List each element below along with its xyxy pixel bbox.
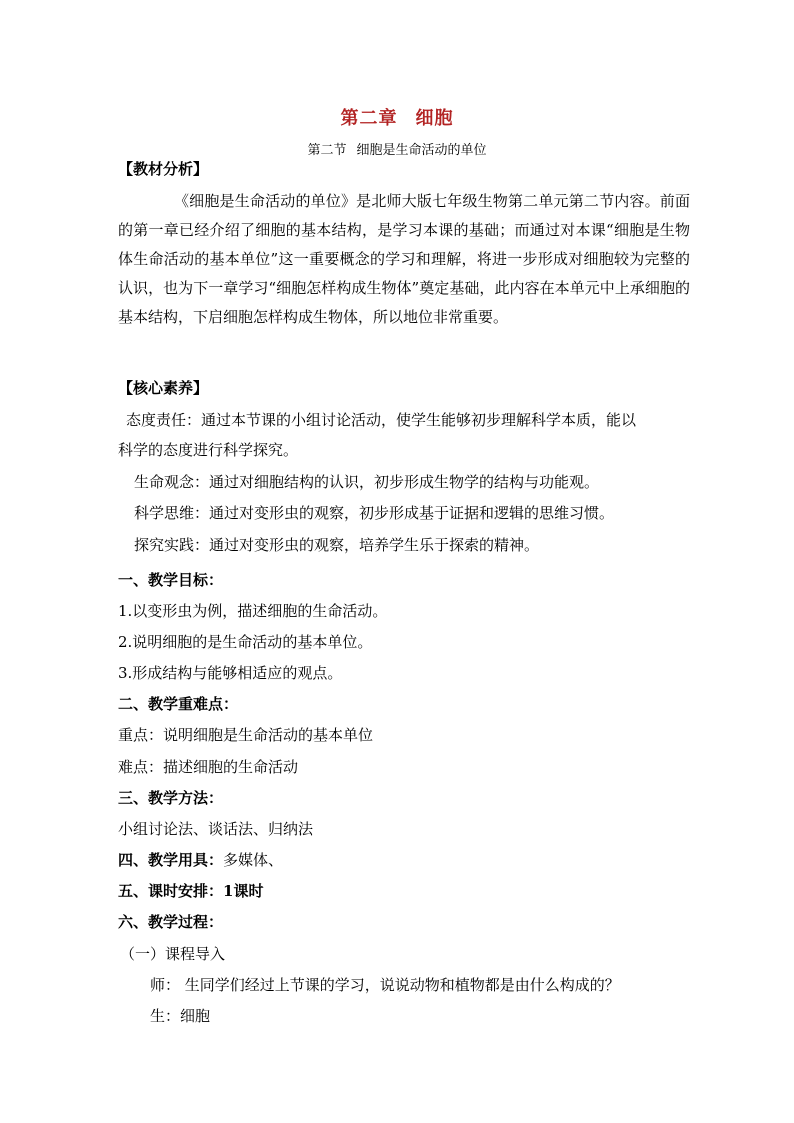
key-points-heading: 二、教学重难点：: [118, 695, 239, 713]
objective-item: 1.以变形虫为例，描述细胞的生命活动。: [118, 602, 388, 620]
life-view-line: 生命观念：通过对细胞结构的认识，初步形成生物学的结构与功能观。: [134, 473, 600, 491]
tools-heading: 四、教学用具：: [118, 851, 224, 869]
attitude-line-1: 态度责任：通过本节课的小组讨论活动，使学生能够初步理解科学本质，能以: [126, 411, 637, 429]
schedule-body: 1课时: [223, 882, 264, 900]
textbook-analysis-body: 《细胞是生命活动的单位》是北师大版七年级生物第二单元第二节内容。前面的第一章已经介绍了细胞的基本结构，是学习本课的基础；而通过对本课“细胞是生物体生命活动的基本单位”这一重要概念的学习和理解，将进一步形成对细胞较为完整的认识，也为下一章学习“细胞怎样构成生物体”奠定基础，此内容在本单元中上承细胞的基本结构，下启细胞怎样构成生物体，所以地位非常重要。: [118, 192, 690, 326]
objective-item: 3.形成结构与能够相适应的观点。: [118, 664, 343, 682]
methods-body: 小组讨论法、谈话法、归纳法: [118, 820, 314, 838]
tools-line: [118, 850, 283, 870]
scientific-thinking-line: 科学思维：通过对变形虫的观察，初步形成基于证据和逻辑的思维习惯。: [134, 504, 615, 522]
section-name: 细胞是生命活动的单位: [356, 143, 487, 158]
core-literacy-heading: 【核心素养】: [118, 379, 209, 397]
attitude-line-2: 科学的态度进行科学探究。: [118, 441, 299, 459]
section-number: 第二节: [307, 143, 347, 158]
chapter-name: 细胞: [415, 108, 454, 129]
key-point-line: 重点：说明细胞是生命活动的基本单位: [118, 726, 374, 744]
process-heading: 六、教学过程：: [118, 913, 224, 931]
difficulty-line: 难点：描述细胞的生命活动: [118, 758, 299, 776]
textbook-analysis-heading: 【教材分析】: [118, 160, 209, 178]
chapter-number: 第二章: [340, 108, 398, 129]
objective-item: 2.说明细胞的是生命活动的基本单位。: [118, 633, 373, 651]
section-title: [0, 139, 794, 158]
objectives-heading: 一、教学目标：: [118, 571, 224, 589]
process-subheading: （一）课程导入: [120, 945, 226, 963]
methods-heading: 三、教学方法：: [118, 789, 224, 807]
schedule-line: [118, 881, 263, 901]
inquiry-practice-line: 探究实践：通过对变形虫的观察，培养学生乐于探索的精神。: [134, 536, 540, 554]
schedule-heading: 五、课时安排：: [118, 882, 224, 900]
tools-body: 多媒体、: [223, 851, 284, 869]
teacher-line: 师： 生同学们经过上节课的学习，说说动物和植物都是由什么构成的？: [150, 976, 620, 994]
student-line: 生：细胞: [150, 1007, 211, 1025]
chapter-title: [0, 104, 794, 130]
